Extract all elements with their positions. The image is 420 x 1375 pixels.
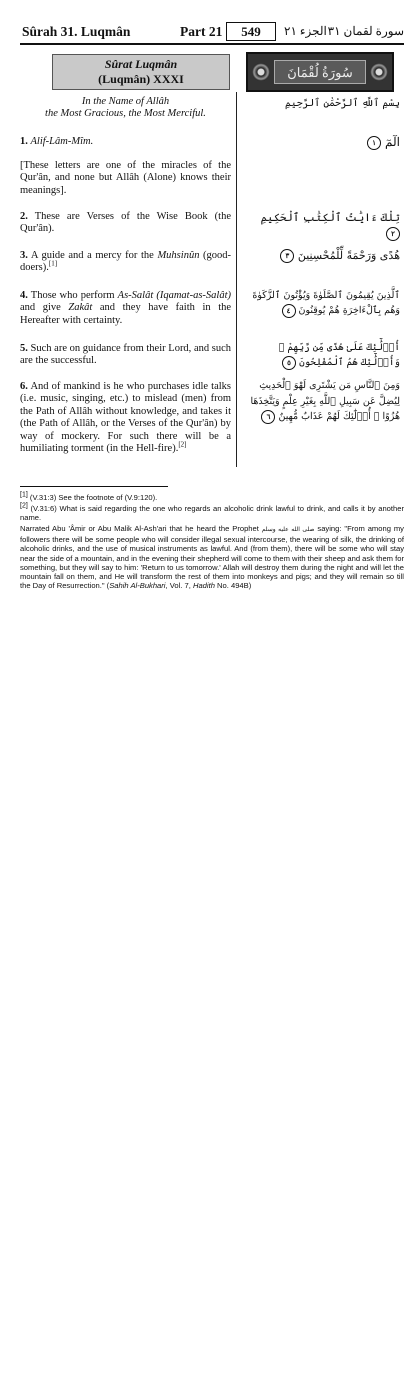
header-surah: Sûrah 31. Luqmân bbox=[22, 24, 131, 39]
rosette-icon bbox=[252, 63, 270, 81]
verse-text: And of mankind is he who purchases idle talks (i.e. music, singing, etc.) to mislead (men) from the Path of Allâh without knowledge, and takes it (the Path of Allâh, or the Verses of the Qur'ân) by way of mockery. For such there will be a humiliating torment (in the Hell-fire). bbox=[20, 381, 232, 455]
verse-number-icon: ٤ bbox=[282, 304, 296, 318]
surah-title: Sûrat Luqmân bbox=[104, 57, 178, 71]
arabic-verse-2 bbox=[252, 210, 400, 242]
verse-number-icon: ٣ bbox=[280, 249, 294, 263]
basmala-arabic: بِسْمِ ٱللَّهِ ٱلرَّحْمَٰنِ ٱلرَّحِيمِ bbox=[284, 98, 400, 109]
verse-text: and give bbox=[20, 302, 61, 314]
narration-text: saying: "From among my followers there will be some people who will consider illegal sexual intercourse, the wearing of silk, the drinking of alcoholic drinks, and the use of musical instruments as lawful. And (from them), there will be some who will stay near the side of a mountain, and in the evening their shepherd will come to them with their sheep and ask them for something, but they will say to him: 'Return to us tomorrow.' Allah will destroy them during the night and will let the mountain fall on them, and He will transform the rest of them into monkeys and pigs; and they will remain so till the Day of Resurrection." ( bbox=[20, 524, 404, 591]
arabic-verse-text: هُدًى وَرَحْمَةً لِّلْمُحْسِنِينَ bbox=[297, 249, 400, 262]
header-arabic-juz: الجزء ٢١ bbox=[284, 24, 327, 38]
verse-2 bbox=[20, 211, 231, 236]
hadith-number: No. 494B) bbox=[217, 581, 252, 591]
basmala-line1: In the Name of Allâh bbox=[81, 96, 170, 107]
hadith-narration bbox=[20, 524, 404, 590]
narration-text: Narrated Abu 'Âmir or Abu Malik Al-Ash'ari that he heard the Prophet bbox=[20, 524, 259, 533]
verse-number: 6. bbox=[20, 381, 28, 392]
verse-text: Those who perform bbox=[30, 290, 115, 301]
verse-6 bbox=[20, 381, 231, 455]
verse-text: Such are on guidance from their Lord, and such are the successful. bbox=[20, 343, 232, 367]
arabic-title-ornament bbox=[246, 52, 394, 92]
verse-number-icon: ٥ bbox=[282, 356, 296, 370]
header-arabic-surah: سورة لقمان ٣١ bbox=[327, 24, 404, 38]
verse-number-icon: ٢ bbox=[386, 227, 400, 241]
verse-emphasis: Zakât bbox=[68, 302, 93, 314]
verse-emphasis: Muhsinûn bbox=[157, 250, 200, 261]
arabic-verse-4 bbox=[240, 288, 400, 318]
footnote-text: (V.31:6) What is said regarding the one who regards an alcoholic drink lawful to drink, and calls it by another name. bbox=[20, 504, 404, 523]
footnote-1 bbox=[20, 493, 404, 502]
arabic-verse-text: أُو۟لَٰٓئِكَ عَلَىٰ هُدًى مِّن رَّبِّهِمْ ۖ وَأُو۟لَٰٓئِكَ هُمُ ٱلْمُفْلِحُونَ bbox=[278, 342, 400, 368]
narration-text: , Vol. 7, bbox=[165, 581, 191, 591]
verse-text: These are Verses of the Wise Book (the Qur'ân). bbox=[20, 211, 231, 235]
header-rule bbox=[20, 43, 404, 45]
verse-text: and they have faith in the Hereafter with certainty. bbox=[20, 302, 232, 326]
column-divider bbox=[236, 92, 237, 467]
footnote-ref: [1] bbox=[48, 259, 58, 268]
verse-number: 5. bbox=[20, 343, 28, 354]
basmala-english bbox=[20, 96, 231, 121]
verse-emphasis: As-Salât (Iqamat-as-Salât) bbox=[117, 290, 232, 301]
surah-title-box bbox=[52, 54, 230, 90]
footnote-rule bbox=[20, 486, 168, 487]
salawat-arabic: صلى الله عليه وسلم bbox=[261, 527, 315, 533]
hadith-source: Sahih Al-Bukhari bbox=[109, 581, 166, 591]
arabic-verse-text: ٱلَّذِينَ يُقِيمُونَ ٱلصَّلَوٰةَ وَيُؤْتُونَ ٱلزَّكَوٰةَ وَهُم بِٱلْءَاخِرَةِ هُمْ يُوقِنُونَ bbox=[252, 290, 400, 316]
arabic-verse-1 bbox=[252, 134, 400, 150]
hadith-label: Hadith bbox=[192, 581, 215, 591]
footnote-mark: [2] bbox=[20, 502, 28, 510]
basmala-line2: the Most Gracious, the Most Merciful. bbox=[45, 108, 206, 120]
verse-text: A guide and a mercy for the bbox=[30, 250, 154, 261]
verse-number-icon: ٦ bbox=[261, 410, 275, 424]
verse-number-icon: ١ bbox=[367, 136, 381, 150]
footnote-2 bbox=[20, 504, 404, 522]
arabic-verse-5 bbox=[250, 340, 400, 370]
verse-number: 2. bbox=[20, 211, 28, 222]
verse-text: (good-doers). bbox=[20, 250, 232, 274]
arabic-verse-3 bbox=[252, 248, 400, 264]
verse-5 bbox=[20, 343, 231, 368]
page-header bbox=[20, 22, 404, 44]
verse-4 bbox=[20, 290, 231, 327]
footnote-mark: [1] bbox=[20, 491, 28, 499]
verse-3 bbox=[20, 250, 231, 275]
arabic-verse-6 bbox=[240, 378, 400, 425]
footnote-text: (V.31:3) See the footnote of (V.9:120). bbox=[29, 493, 158, 502]
verse-number: 1. bbox=[20, 136, 28, 147]
surah-subtitle: (Luqmân) XXXI bbox=[98, 72, 184, 86]
verse-number: 3. bbox=[20, 250, 28, 261]
verse-text: [These letters are one of the miracles of the Qur'ân, and none but Allâh (Alone) knows their meanings]. bbox=[20, 160, 231, 196]
header-part: Part 21 bbox=[180, 24, 223, 39]
page-number: 549 bbox=[226, 22, 276, 41]
arabic-title-banner: سُورَةُ لُقْمَانَ bbox=[274, 60, 366, 84]
rosette-icon bbox=[370, 63, 388, 81]
verse-1 bbox=[20, 136, 231, 148]
arabic-verse-text: تِلْكَ ءَايَٰتُ ٱلْكِتَٰبِ ٱلْحَكِيمِ bbox=[260, 211, 400, 224]
verse-1-note bbox=[20, 160, 231, 197]
arabic-verse-text: الٓمٓ bbox=[385, 135, 400, 149]
verse-number: 4. bbox=[20, 290, 28, 301]
footnote-ref: [2] bbox=[178, 440, 187, 449]
arabic-verse-text: وَمِنَ ٱلنَّاسِ مَن يَشْتَرِى لَهْوَ ٱلْحَدِيثِ لِيُضِلَّ عَن سَبِيلِ ٱللَّهِ بِغَيْرِ عِلْمٍ وَيَتَّخِذَهَا هُزُوًا ۚ أُو۟لَٰٓئِكَ لَهُمْ عَذَابٌ مُّهِينٌ bbox=[250, 380, 400, 422]
verse-emphasis: Alif-Lâm-Mîm. bbox=[30, 136, 94, 147]
